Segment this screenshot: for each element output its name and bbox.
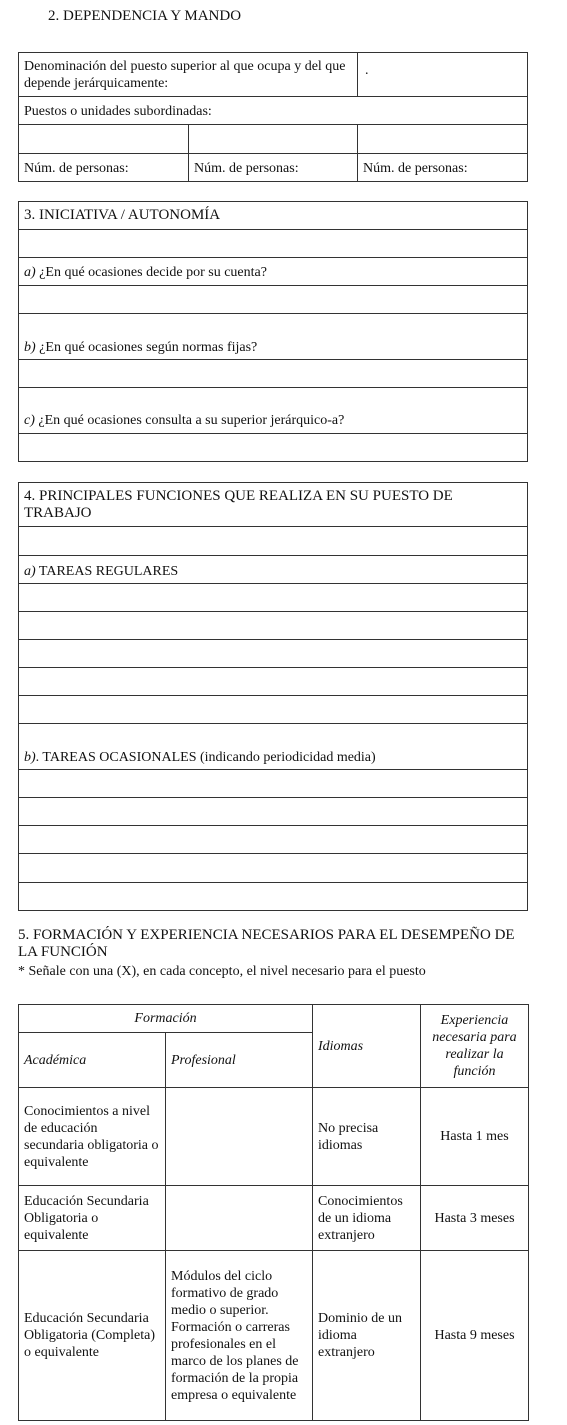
tarea-ocasional-field-1[interactable] [19,770,527,796]
experiencia-option-3[interactable]: Hasta 9 meses [421,1251,529,1421]
iniciativa-field[interactable] [19,230,527,256]
experiencia-option-1[interactable]: Hasta 1 mes [421,1088,529,1186]
tareas-regulares-label [24,563,178,580]
superior-value-field[interactable]: . [365,63,369,78]
tarea-regular-field-5[interactable] [19,696,527,722]
question-a-letter: a) [24,265,36,280]
profesional-option-2[interactable] [166,1186,313,1251]
subordinates-label: Puestos o unidades subordinadas: [24,104,212,119]
section-5-note: * Señale con una (X), en cada concepto, el nivel necesario para el puesto [18,964,426,979]
tarea-regular-field-4[interactable] [19,668,527,694]
subordinate-unit-field-1[interactable] [19,125,187,152]
section-3-title: 3. INICIATIVA / AUTONOMÍA [24,207,221,223]
answer-b-field[interactable] [19,360,527,386]
question-b [24,339,257,356]
question-a-text: ¿En qué ocasiones decide por su cuenta? [35,265,267,280]
academica-option-3[interactable]: Educación Secundaria Obligatoria (Completa) o equivalente [19,1251,166,1421]
question-c-letter: c) [24,413,35,428]
tareas-regulares-letter: a) [24,564,36,579]
tarea-regular-field-1[interactable] [19,584,527,610]
tareas-ocasionales-letter: b) [24,750,36,765]
tareas-ocasionales-text: . TAREAS OCASIONALES (indicando periodicidad media) [35,750,376,765]
idiomas-option-3[interactable]: Dominio de un idioma extranjero [313,1251,421,1421]
num-personas-label-2: Núm. de personas: [194,161,299,176]
tareas-regulares-text: TAREAS REGULARES [35,564,179,579]
profesional-option-1[interactable] [166,1088,313,1186]
num-personas-label-1: Núm. de personas: [24,161,129,176]
subordinate-unit-field-2[interactable] [189,125,356,152]
experiencia-option-2[interactable]: Hasta 3 meses [421,1186,529,1251]
section-2-title: 2. DEPENDENCIA Y MANDO [48,8,242,24]
academica-option-1[interactable]: Conocimientos a nivel de educación secundaria obligatoria o equivalente [19,1088,166,1186]
tarea-regular-field-2[interactable] [19,612,527,638]
question-b-letter: b) [24,340,36,355]
academica-option-2[interactable]: Educación Secundaria Obligatoria o equivalente [19,1186,166,1251]
experiencia-header: Experiencia necesaria para realizar la función [421,1005,529,1088]
question-a [24,264,267,281]
subordinate-unit-field-3[interactable] [358,125,527,152]
formacion-table [18,1004,529,1421]
section-5-title: 5. FORMACIÓN Y EXPERIENCIA NECESARIOS PARA EL DESEMPEÑO DE LA FUNCIÓN [18,927,515,960]
idiomas-header: Idiomas [313,1005,421,1088]
question-c-text: ¿En qué ocasiones consulta a su superior jerárquico-a? [34,413,345,428]
profesional-option-3[interactable]: Módulos del ciclo formativo de grado medio o superior. Formación o carreras profesionales en el marco de los planes de formación de la propia empresa o equivalente [166,1251,313,1421]
tarea-regular-field-3[interactable] [19,640,527,666]
idiomas-option-2[interactable]: Conocimientos de un idioma extranjero [313,1186,421,1251]
section-4-title: 4. PRINCIPALES FUNCIONES QUE REALIZA EN SU PUESTO DE TRABAJO [24,488,453,521]
answer-a-field[interactable] [19,286,527,312]
superior-label: Denominación del puesto superior al que ocupa y del que depende jerárquicamente: [24,59,346,91]
tarea-ocasional-field-5[interactable] [19,883,527,910]
tarea-ocasional-field-3[interactable] [19,826,527,852]
formacion-header: Formación [19,1005,313,1033]
num-personas-label-3: Núm. de personas: [363,161,468,176]
question-b-text: ¿En qué ocasiones según normas fijas? [35,340,258,355]
idiomas-option-1[interactable]: No precisa idiomas [313,1088,421,1186]
question-c [24,412,344,429]
academica-header: Académica [19,1033,166,1088]
profesional-header: Profesional [166,1033,313,1088]
tareas-ocasionales-label [24,749,376,766]
funciones-field[interactable] [19,527,527,554]
tarea-ocasional-field-4[interactable] [19,854,527,881]
answer-c-field[interactable] [19,434,527,461]
tarea-ocasional-field-2[interactable] [19,798,527,824]
